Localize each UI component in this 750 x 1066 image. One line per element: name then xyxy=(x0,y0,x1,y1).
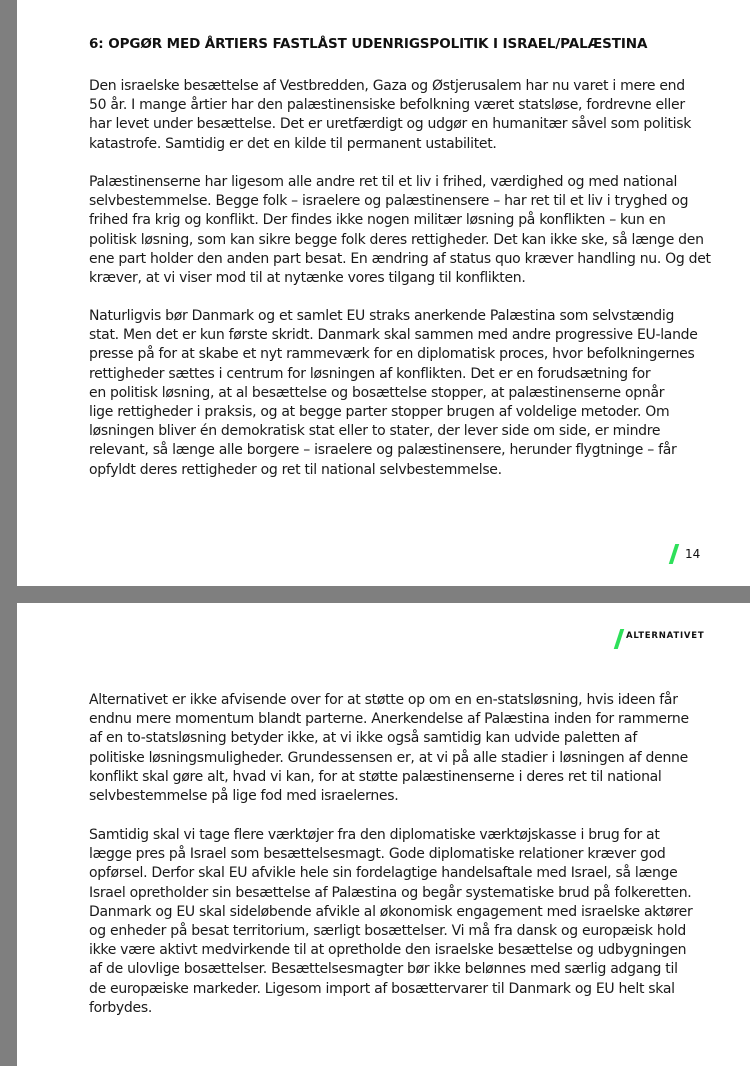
text-line: presse på for at skabe et nyt rammeværk for en diplomatisk proces, hvor befolkningernes xyxy=(89,346,695,363)
page-number-slash-icon xyxy=(669,544,679,564)
text-line: og enheder på besat territorium, særligt bosættelser. Vi må fra dansk og europæisk hold xyxy=(89,923,686,940)
text-line: selvbestemmelse på lige fod med israelernes. xyxy=(89,788,399,805)
text-line: politisk løsning, som kan sikre begge folk deres rettigheder. Det kan ikke ske, så længe den xyxy=(89,231,704,248)
text-line: selvbestemmelse. Begge folk – israelere og palæstinensere – har ret til et liv i tryghed og xyxy=(89,193,689,210)
alternativet-logo: ALTERNATIVET xyxy=(626,631,705,641)
text-line: rettigheder sættes i centrum for løsningen af konflikten. Det er en forudsætning for xyxy=(89,365,651,382)
text-line: af de ulovlige bosættelser. Besættelsesmagter bør ikke belønnes med særlig adgang til xyxy=(89,961,678,978)
document-page-15 xyxy=(17,603,750,1066)
document-page-14 xyxy=(17,0,750,586)
paragraph-4 xyxy=(89,691,729,806)
text-line: Naturligvis bør Danmark og et samlet EU straks anerkende Palæstina som selvstændig xyxy=(89,308,675,324)
text-line: ikke være aktivt medvirkende til at opretholde den israelske besættelse og udbygningen xyxy=(89,942,687,959)
paragraph-2 xyxy=(89,173,729,288)
text-line: kræver, at vi viser mod til at nytænke vores tilgang til konflikten. xyxy=(89,270,526,287)
text-line: politiske løsningsmuligheder. Grundessensen er, at vi på alle stadier i løsningen af denne xyxy=(89,749,688,766)
text-line: Israel opretholder sin besættelse af Palæstina og begår systematiske brud på folkeretten. xyxy=(89,884,692,901)
paragraph-5 xyxy=(89,826,729,1018)
text-line: Alternativet er ikke afvisende over for at støtte op om en en-statsløsning, hvis ideen får xyxy=(89,692,678,708)
text-line: relevant, så længe alle borgere – israelere og palæstinensere, herunder flygtninge – får xyxy=(89,442,677,459)
section-heading: 6: OPGØR MED ÅRTIERS FASTLÅST UDENRIGSPOLITIK I ISRAEL/PALÆSTINA xyxy=(89,36,648,52)
text-line: Samtidig skal vi tage flere værktøjer fra den diplomatiske værktøjskasse i brug for at xyxy=(89,827,660,843)
text-line: lige rettigheder i praksis, og at begge parter stopper brugen af voldelige metoder. Om xyxy=(89,404,670,421)
text-line: forbydes. xyxy=(89,999,152,1016)
text-line: frihed fra krig og konflikt. Der findes ikke nogen militær løsning på konflikten – kun en xyxy=(89,212,666,229)
logo-slash-icon xyxy=(614,629,624,649)
paragraph-3 xyxy=(89,307,729,480)
text-line: 50 år. I mange årtier har den palæstinensiske befolkning været statsløse, fordrevne eller xyxy=(89,97,685,114)
text-line: af en to-statsløsning betyder ikke, at vi ikke også samtidig kan udvide paletten af xyxy=(89,730,637,747)
text-line: en politisk løsning, at al besættelse og bosættelse stopper, at palæstinenserne opnår xyxy=(89,384,665,401)
text-line: Palæstinenserne har ligesom alle andre ret til et liv i frihed, værdighed og med national xyxy=(89,174,678,190)
text-line: ene part holder den anden part besat. En ændring af status quo kræver handling nu. Og det xyxy=(89,250,711,267)
text-line: katastrofe. Samtidig er det en kilde til permanent ustabilitet. xyxy=(89,135,497,152)
text-line: lægge pres på Israel som besættelsesmagt. Gode diplomatiske relationer kræver god xyxy=(89,846,666,863)
text-line: opfyldt deres rettigheder og ret til national selvbestemmelse. xyxy=(89,461,502,478)
page-number: 14 xyxy=(685,547,701,561)
text-line: stat. Men det er kun første skridt. Danmark skal sammen med andre progressive EU-lande xyxy=(89,327,698,344)
paragraph-1 xyxy=(89,77,729,154)
text-line: har levet under besættelse. Det er uretfærdigt og udgør en humanitær såvel som politisk xyxy=(89,116,692,133)
text-line: endnu mere momentum blandt parterne. Anerkendelse af Palæstina inden for rammerne xyxy=(89,711,689,728)
text-line: de europæiske markeder. Ligesom import af bosættervarer til Danmark og EU helt skal xyxy=(89,980,675,997)
text-line: konflikt skal gøre alt, hvad vi kan, for at støtte palæstinenserne i deres ret til national xyxy=(89,768,662,785)
text-line: Danmark og EU skal sideløbende afvikle al økonomisk engagement med israelske aktører xyxy=(89,903,693,920)
text-line: løsningen bliver én demokratisk stat eller to stater, der lever side om side, er mindre xyxy=(89,423,661,440)
text-line: opførsel. Derfor skal EU afvikle hele sin fordelagtige handelsaftale med Israel, så længe xyxy=(89,865,678,882)
text-line: Den israelske besættelse af Vestbredden, Gaza og Østjerusalem har nu varet i mere end xyxy=(89,78,685,94)
